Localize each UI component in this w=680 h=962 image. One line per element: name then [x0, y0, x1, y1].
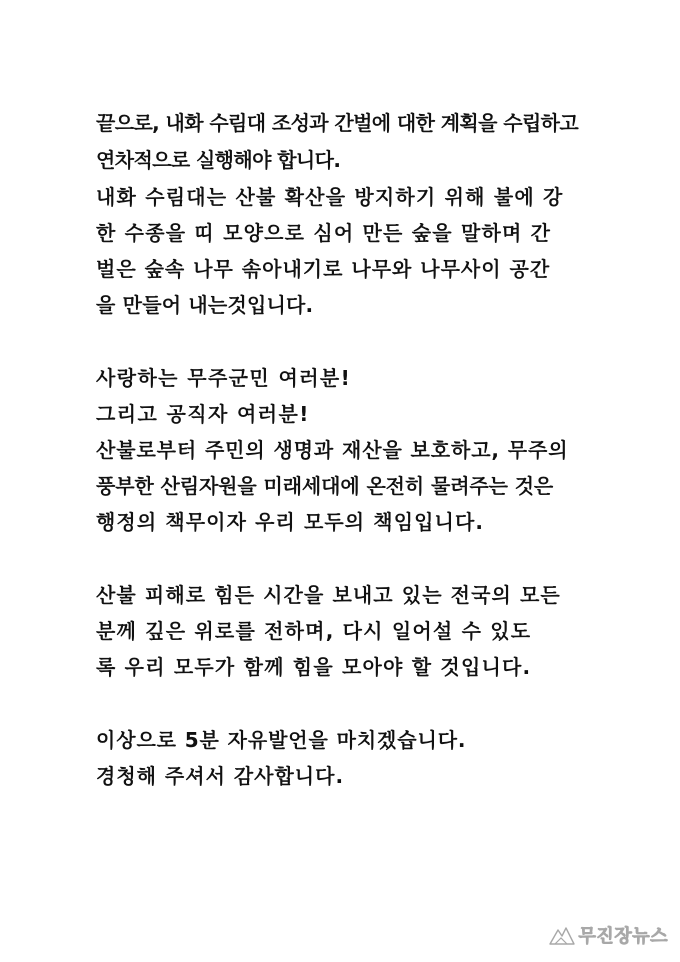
text-line: 내화 수림대는 산불 확산을 방지하기 위해 불에 강: [96, 185, 564, 209]
text-line: 분께 깊은 위로를 전하며, 다시 일어설 수 있도: [96, 619, 532, 643]
text-line: 산불 피해로 힘든 시간을 보내고 있는 전국의 모든: [96, 583, 561, 607]
text-line: 사랑하는 무주군민 여러분!: [96, 366, 352, 390]
text-line: 벌은 숲속 나무 솎아내기로 나무와 나무사이 공간: [96, 257, 551, 281]
text-line: 을 만들어 내는것입니다.: [96, 293, 314, 317]
text-line: 연차적으로 실행해야 합니다.: [96, 148, 341, 172]
text-line: 그리고 공직자 여러분!: [96, 402, 310, 426]
text-line: 산불로부터 주민의 생명과 재산을 보호하고, 무주의: [96, 438, 569, 462]
text-line: 끝으로, 내화 수림대 조성과 간벌에 대한 계획을 수립하고: [96, 111, 579, 135]
text-line: 경청해 주셔서 감사합니다.: [96, 764, 345, 788]
text-line: 이상으로 5분 자유발언을 마치겠습니다.: [96, 728, 467, 752]
text-line: 행정의 책무이자 우리 모두의 책임입니다.: [96, 510, 485, 534]
text-line: 한 수종을 띠 모양으로 심어 만든 숲을 말하며 간: [96, 221, 552, 245]
news-watermark: [549, 922, 668, 948]
mountain-logo-icon: [549, 924, 575, 946]
watermark-text: 무진장뉴스: [578, 926, 668, 947]
text-line: 풍부한 산림자원을 미래세대에 온전히 물려주는 것은: [96, 474, 554, 498]
text-line: 록 우리 모두가 함께 힘을 모아야 할 것입니다.: [96, 655, 532, 679]
